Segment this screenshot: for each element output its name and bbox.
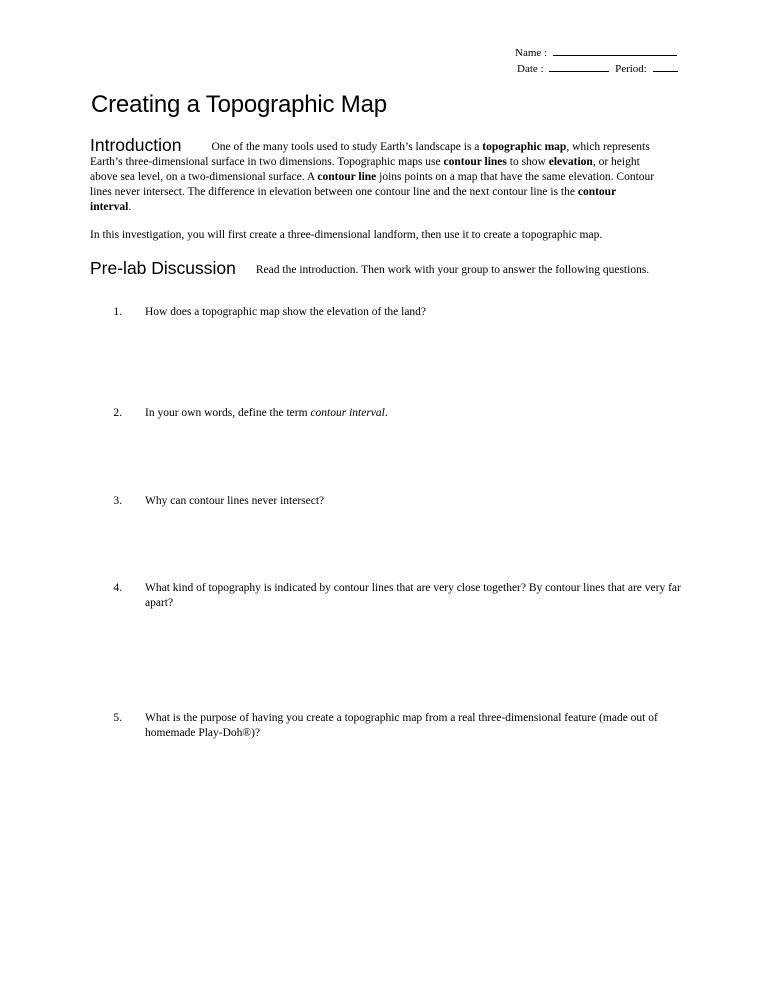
intro-text: , or height above sea level, on a two-dimensional surface. A	[90, 156, 640, 183]
name-line	[515, 45, 677, 60]
name-label: Name :	[515, 47, 548, 59]
intro-text: One of the many tools used to study Earth’s landscape is a	[211, 141, 483, 153]
question-2	[100, 406, 700, 422]
period-label: Period:	[615, 63, 647, 75]
intro-text: joins points on a map that have the same elevation. Contour lines never intersect. The difference in elevation between one contour line and the next contour line is the	[90, 171, 655, 198]
intro-text: .	[128, 201, 132, 213]
prelab-paragraph	[90, 258, 658, 278]
question-number: 2.	[113, 407, 122, 419]
term-contour-interval: contour interval	[90, 186, 616, 213]
question-number: 5.	[113, 712, 122, 724]
question-1	[100, 305, 700, 321]
date-label: Date :	[517, 63, 544, 75]
question-number: 3.	[113, 495, 122, 507]
term-contour-line: contour line	[317, 171, 377, 183]
question-text: Why can contour lines never intersect?	[145, 495, 325, 507]
date-field[interactable]	[549, 61, 609, 72]
question-4	[100, 581, 700, 613]
date-period-line	[517, 61, 678, 76]
question-text: What is the purpose of having you create a topographic map from a real three-dimensional feature (made out of homemade Play-Doh®)?	[145, 712, 658, 739]
period-field[interactable]	[653, 61, 678, 72]
page-title: Creating a Topographic Map	[91, 91, 387, 118]
prelab-heading: Pre-lab Discussion	[90, 258, 236, 278]
name-field[interactable]	[553, 45, 677, 56]
question-text: What kind of topography is indicated by contour lines that are very close together? By contour lines that are very far apart?	[145, 582, 681, 609]
investigation-paragraph: In this investigation, you will first create a three-dimensional landform, then use it to create a topographic map.	[90, 229, 603, 241]
intro-text: , which represents Earth’s three-dimensional surface in two dimensions. Topographic maps use	[90, 141, 650, 168]
question-number: 1.	[113, 306, 122, 318]
term-topographic-map: topographic map	[482, 141, 567, 153]
question-text: How does a topographic map show the elevation of the land?	[145, 306, 427, 318]
intro-text: to show	[506, 156, 549, 168]
prelab-text: Read the introduction. Then work with your group to answer the following questions.	[255, 264, 650, 276]
question-text	[145, 406, 685, 421]
question-5	[100, 711, 700, 743]
introduction-paragraph	[90, 135, 658, 215]
question-3	[100, 494, 700, 510]
term-elevation: elevation	[548, 156, 593, 168]
question-text-part: In your own words, define the term	[145, 407, 311, 419]
term-contour-interval-italic: contour interval	[310, 407, 385, 419]
question-text-part: .	[384, 407, 388, 419]
question-number: 4.	[113, 582, 122, 594]
term-contour-lines: contour lines	[443, 156, 507, 168]
introduction-heading: Introduction	[90, 135, 182, 155]
